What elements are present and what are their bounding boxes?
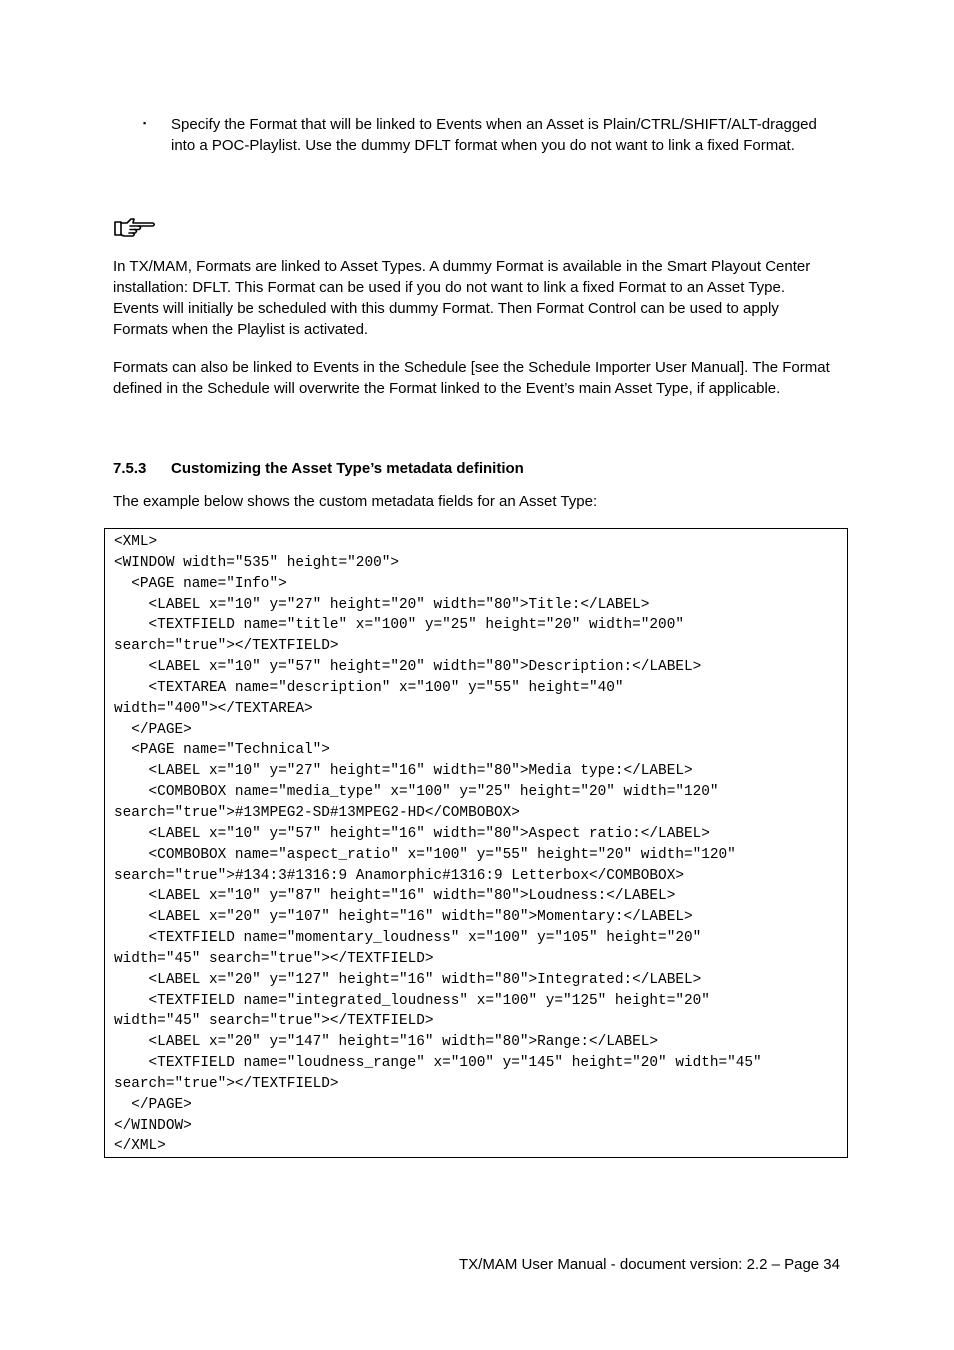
code-line: <PAGE name="Info"> [114, 575, 287, 592]
code-line: </WINDOW> [114, 1117, 192, 1134]
code-line: search="true">#13MPEG2-SD#13MPEG2-HD</COMBOBOX> [114, 804, 520, 821]
code-line: width="45" search="true"></TEXTFIELD> [114, 950, 434, 967]
code-line: </PAGE> [114, 1096, 192, 1113]
code-block [114, 532, 762, 1157]
code-line: <LABEL x="10" y="27" height="16" width="80">Media type:</LABEL> [114, 763, 693, 780]
section-heading [113, 459, 524, 478]
code-line: <LABEL x="20" y="107" height="16" width="80">Momentary:</LABEL> [114, 909, 693, 926]
code-line: <LABEL x="10" y="57" height="20" width="80">Description:</LABEL> [114, 659, 702, 676]
pointing-hand-icon [113, 213, 157, 241]
code-line: </PAGE> [114, 721, 192, 738]
bullet-text: Specify the Format that will be linked to Events when an Asset is Plain/CTRL/SHIFT/ALT-dragged into a POC-Playlist. Use the dummy DFLT format when you do not want to link a fixed Format. [171, 116, 817, 154]
code-line: <LABEL x="10" y="87" height="16" width="80">Loudness:</LABEL> [114, 888, 676, 905]
code-line: <LABEL x="20" y="147" height="16" width="80">Range:</LABEL> [114, 1034, 659, 1051]
code-line: <TEXTFIELD name="loudness_range" x="100" y="145" height="20" width="45" [114, 1055, 762, 1072]
code-line: <TEXTFIELD name="momentary_loudness" x="100" y="105" height="20" [114, 930, 702, 947]
code-line: <LABEL x="20" y="127" height="16" width="80">Integrated:</LABEL> [114, 971, 702, 988]
section-number: 7.5.3 [113, 460, 147, 477]
code-line: <TEXTFIELD name="integrated_loudness" x="100" y="125" height="20" [114, 992, 710, 1009]
bullet-marker: ▪ [143, 118, 147, 128]
code-line: search="true">#134:3#1316:9 Anamorphic#1316:9 Letterbox</COMBOBOX> [114, 867, 684, 884]
code-intro-text: The example below shows the custom metadata fields for an Asset Type: [113, 493, 598, 510]
paragraph-formats-asset-types: In TX/MAM, Formats are linked to Asset Types. A dummy Format is available in the Smart Playout Center installation: DFLT. This Format can be used if you do not want to link a fixed Format to an Asset Type. Events will initially be scheduled with this dummy Format. Then Format Control can be used to apply Formats when the Playlist is activated. [113, 258, 811, 338]
code-line: <LABEL x="10" y="57" height="16" width="80">Aspect ratio:</LABEL> [114, 825, 710, 842]
page-footer: TX/MAM User Manual - document version: 2.2 – Page 34 [458, 1256, 840, 1273]
code-line: <LABEL x="10" y="27" height="20" width="80">Title:</LABEL> [114, 596, 650, 613]
code-line: <PAGE name="Technical"> [114, 742, 330, 759]
code-line: <COMBOBOX name="aspect_ratio" x="100" y="55" height="20" width="120" [114, 846, 736, 863]
code-line: width="45" search="true"></TEXTFIELD> [114, 1013, 434, 1030]
code-line: <COMBOBOX name="media_type" x="100" y="25" height="20" width="120" [114, 784, 719, 801]
code-line: <TEXTFIELD name="title" x="100" y="25" height="20" width="200" [114, 617, 684, 634]
code-line: search="true"></TEXTFIELD> [114, 1075, 339, 1092]
code-line: <XML> [114, 534, 158, 550]
code-line: search="true"></TEXTFIELD> [114, 638, 339, 655]
code-example-box [104, 528, 848, 1158]
code-line: </XML> [114, 1138, 166, 1155]
paragraph-formats-schedule: Formats can also be linked to Events in the Schedule [see the Schedule Importer User Manual]. The Format defined in the Schedule will overwrite the Format linked to the Event’s main Asset Type, if applicable. [113, 359, 830, 397]
code-line: width="400"></TEXTAREA> [114, 700, 313, 717]
code-line: <TEXTAREA name="description" x="100" y="55" height="40" [114, 679, 624, 696]
section-title: Customizing the Asset Type’s metadata definition [171, 460, 524, 477]
code-line: <WINDOW width="535" height="200"> [114, 554, 399, 571]
